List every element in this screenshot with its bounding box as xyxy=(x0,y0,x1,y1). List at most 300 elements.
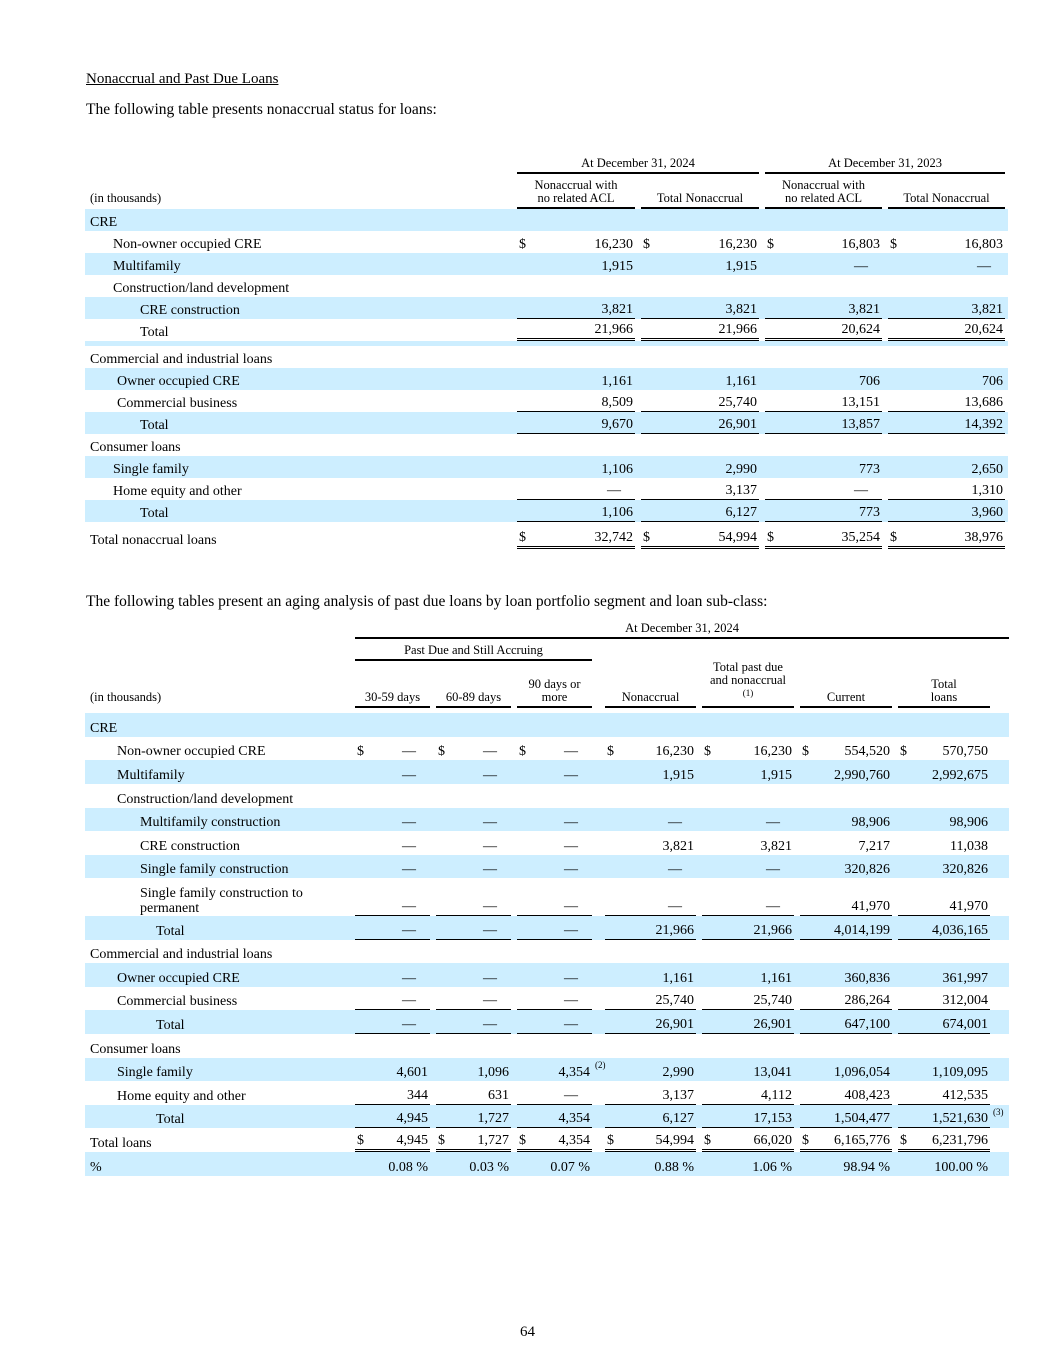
value-text: — xyxy=(402,993,416,1009)
value-text: 16,230 xyxy=(655,744,694,760)
table-row xyxy=(85,368,1008,390)
value-cell xyxy=(898,993,990,1010)
value-text: — xyxy=(854,483,869,498)
value-cell xyxy=(605,1133,696,1152)
table-row xyxy=(85,478,1008,500)
row-label: Total xyxy=(156,1112,185,1128)
currency-symbol: $ xyxy=(767,530,775,545)
row-label: Commercial business xyxy=(117,396,238,411)
value-cell xyxy=(355,899,430,916)
value-cell xyxy=(436,862,511,878)
value-cell xyxy=(517,483,635,500)
value-cell xyxy=(765,462,882,478)
value-text: 706 xyxy=(982,374,1004,389)
column-header: 60-89 days xyxy=(436,691,511,708)
value-cell xyxy=(517,1111,592,1128)
nonaccrual-status-table xyxy=(85,155,1008,549)
value-cell xyxy=(898,971,990,987)
value-text: 21,966 xyxy=(594,322,633,337)
table-row xyxy=(85,456,1008,478)
currency-symbol: $ xyxy=(357,1133,364,1148)
value-cell xyxy=(517,302,635,319)
value-cell xyxy=(355,839,430,855)
value-cell xyxy=(605,993,696,1010)
value-text: 16,230 xyxy=(718,237,758,252)
value-text: — xyxy=(564,862,578,878)
value-text: 6,127 xyxy=(662,1111,694,1127)
value-cell xyxy=(605,1160,696,1176)
table-row xyxy=(85,527,1008,549)
value-cell xyxy=(517,923,592,940)
value-cell xyxy=(898,899,990,916)
row-label: Commercial and industrial loans xyxy=(90,352,273,367)
value-cell xyxy=(800,1160,892,1176)
value-text: — xyxy=(564,767,578,783)
value-text: 3,821 xyxy=(848,302,881,317)
value-cell xyxy=(702,899,794,916)
currency-symbol: $ xyxy=(643,237,650,252)
row-label: Total loans xyxy=(90,1136,152,1151)
value-text: 20,624 xyxy=(964,322,1004,337)
value-text: 26,901 xyxy=(655,1017,694,1033)
value-text: 41,970 xyxy=(949,899,988,915)
currency-symbol: $ xyxy=(357,744,364,760)
value-text: 13,041 xyxy=(753,1065,792,1081)
value-text: 2,650 xyxy=(971,462,1004,477)
value-cell xyxy=(436,1133,511,1152)
value-text: 35,254 xyxy=(841,530,881,545)
value-text: — xyxy=(483,970,497,986)
value-text: 66,020 xyxy=(753,1133,792,1148)
value-cell xyxy=(517,322,635,341)
table-row xyxy=(85,808,1009,832)
value-text: 16,803 xyxy=(841,237,881,252)
value-text: — xyxy=(402,744,416,760)
value-cell xyxy=(702,971,794,987)
value-cell xyxy=(800,1017,892,1034)
value-text: — xyxy=(564,899,578,915)
value-cell xyxy=(605,1111,696,1128)
value-cell xyxy=(702,862,794,878)
currency-symbol: $ xyxy=(900,1133,907,1148)
value-text: 38,976 xyxy=(964,530,1004,545)
value-cell xyxy=(702,923,794,940)
value-cell xyxy=(436,839,511,855)
value-text: 9,670 xyxy=(601,417,633,432)
value-text: 11,038 xyxy=(950,838,988,854)
row-label: CRE construction xyxy=(140,303,240,318)
value-cell xyxy=(800,923,892,940)
value-cell xyxy=(898,923,990,940)
value-text: — xyxy=(607,483,621,498)
value-cell xyxy=(436,744,511,760)
row-label: Single family construction to permanent xyxy=(140,886,303,917)
value-text: 773 xyxy=(859,462,881,477)
value-text: 1,915 xyxy=(601,259,633,274)
value-text: 8,509 xyxy=(601,395,633,410)
value-cell xyxy=(898,815,990,831)
row-label: Multifamily xyxy=(113,259,181,274)
table-row xyxy=(85,1105,1009,1129)
value-cell xyxy=(517,815,592,831)
value-cell xyxy=(605,1088,696,1105)
value-cell xyxy=(765,237,882,253)
value-text: — xyxy=(402,862,416,878)
section-heading: Nonaccrual and Past Due Loans xyxy=(86,71,279,87)
value-text: — xyxy=(668,815,682,831)
value-cell xyxy=(355,1088,430,1105)
value-text: 16,803 xyxy=(964,237,1004,252)
value-text: 4,354 xyxy=(558,1111,590,1127)
value-text: 2,990 xyxy=(662,1065,694,1081)
value-text: 570,750 xyxy=(942,744,988,760)
value-text: 54,994 xyxy=(655,1133,694,1148)
value-cell xyxy=(641,374,759,390)
value-cell xyxy=(641,505,759,522)
value-cell xyxy=(800,1088,892,1105)
value-text: 4,945 xyxy=(396,1111,428,1127)
value-text: 0.03 % xyxy=(469,1159,509,1175)
table-row xyxy=(85,831,1009,855)
value-cell xyxy=(702,768,794,784)
past-due-aging-table xyxy=(85,620,1009,1176)
value-text: 25,740 xyxy=(718,395,758,410)
table-row xyxy=(85,1010,1009,1034)
table-row xyxy=(85,319,1008,341)
value-text: — xyxy=(483,862,497,878)
value-text: 98,906 xyxy=(851,815,890,831)
value-text: 13,857 xyxy=(841,417,881,432)
row-label: Home equity and other xyxy=(113,484,242,499)
value-text: 3,960 xyxy=(971,505,1004,520)
page-number: 64 xyxy=(520,1324,535,1340)
value-cell xyxy=(436,993,511,1010)
value-cell xyxy=(436,1088,511,1105)
table-row xyxy=(85,1058,1009,1082)
value-text: 1,096,054 xyxy=(834,1065,890,1081)
value-cell xyxy=(898,768,990,784)
units-label: (in thousands) xyxy=(90,191,162,205)
value-cell xyxy=(888,237,1005,253)
value-text: — xyxy=(483,922,497,938)
value-cell xyxy=(888,395,1005,412)
table-row xyxy=(85,434,1008,456)
table-row xyxy=(85,275,1008,297)
column-header: Nonaccrual with no related ACL xyxy=(517,179,635,209)
intro-text-2: The following tables present an aging analysis of past due loans by loan portfolio segment and loan sub-class: xyxy=(86,593,768,610)
value-text: 554,520 xyxy=(844,744,890,760)
currency-symbol: $ xyxy=(643,530,650,545)
value-text: 706 xyxy=(859,374,881,389)
value-text: 344 xyxy=(407,1087,428,1103)
value-text: — xyxy=(402,1017,416,1033)
table-row xyxy=(85,390,1008,412)
footnote-marker: (1) xyxy=(742,688,754,698)
value-cell xyxy=(605,1017,696,1034)
value-text: 17,153 xyxy=(753,1111,792,1127)
table-row xyxy=(85,963,1009,987)
footnote-marker: (2) xyxy=(595,1059,606,1070)
currency-symbol: $ xyxy=(704,744,711,760)
currency-symbol: $ xyxy=(607,744,614,760)
intro-text-1: The following table presents nonaccrual status for loans: xyxy=(86,101,437,118)
value-cell xyxy=(702,1133,794,1152)
value-cell xyxy=(888,374,1005,390)
value-text: 26,901 xyxy=(718,417,758,432)
row-label: Non-owner occupied CRE xyxy=(113,237,262,252)
table-row xyxy=(85,916,1009,940)
row-label: Total xyxy=(140,325,169,340)
value-cell xyxy=(517,505,635,522)
value-text: — xyxy=(402,922,416,938)
group-header-2024: At December 31, 2024 xyxy=(355,622,1009,639)
value-text: 1,109,095 xyxy=(932,1065,988,1081)
value-cell xyxy=(517,993,592,1010)
value-cell xyxy=(641,395,759,412)
row-label: Total xyxy=(140,418,169,433)
value-cell xyxy=(355,1160,430,1176)
value-text: — xyxy=(564,838,578,854)
value-cell xyxy=(898,744,990,760)
row-label: Owner occupied CRE xyxy=(117,970,240,986)
value-cell xyxy=(641,462,759,478)
value-cell xyxy=(800,1111,892,1128)
value-text: 4,354 xyxy=(558,1065,590,1081)
value-text: 1,161 xyxy=(760,970,792,986)
row-label: CRE xyxy=(90,720,118,736)
value-cell xyxy=(898,1133,990,1152)
table-row xyxy=(85,1081,1009,1105)
value-text: 4,036,165 xyxy=(932,922,988,938)
value-text: 98.94 % xyxy=(843,1159,890,1175)
value-cell xyxy=(517,1160,592,1176)
value-cell xyxy=(436,1111,511,1128)
value-cell xyxy=(800,899,892,916)
value-text: 286,264 xyxy=(844,993,890,1009)
value-cell xyxy=(436,815,511,831)
value-text: 3,821 xyxy=(662,838,694,854)
value-cell xyxy=(436,1160,511,1176)
value-text: 773 xyxy=(859,505,881,520)
value-text: 0.07 % xyxy=(550,1159,590,1175)
value-text: — xyxy=(483,767,497,783)
value-cell xyxy=(517,1133,592,1152)
value-text: 674,001 xyxy=(942,1017,988,1033)
value-text: 647,100 xyxy=(844,1017,890,1033)
value-text: 1,106 xyxy=(601,462,633,477)
value-cell xyxy=(436,899,511,916)
value-text: — xyxy=(402,970,416,986)
column-header: Current xyxy=(800,691,892,708)
value-text: 3,821 xyxy=(760,838,792,854)
value-text: 1.06 % xyxy=(752,1159,792,1175)
value-text: — xyxy=(564,1087,578,1103)
value-text: 0.08 % xyxy=(388,1159,428,1175)
row-label: Single family xyxy=(117,1065,193,1081)
value-cell xyxy=(355,768,430,784)
value-text: — xyxy=(564,922,578,938)
value-cell xyxy=(888,259,1005,275)
row-label: Multifamily construction xyxy=(140,815,281,831)
value-text: — xyxy=(402,899,416,915)
value-text: — xyxy=(668,862,682,878)
value-cell xyxy=(888,417,1005,434)
group-header-2024: At December 31, 2024 xyxy=(517,157,759,174)
value-text: 7,217 xyxy=(858,838,890,854)
row-label: Owner occupied CRE xyxy=(117,374,240,389)
column-header: Total Nonaccrual xyxy=(641,192,759,209)
value-text: 6,127 xyxy=(725,505,758,520)
row-label: Non-owner occupied CRE xyxy=(117,744,266,760)
value-text: 1,915 xyxy=(760,767,792,783)
value-cell xyxy=(765,395,882,412)
value-text: 41,970 xyxy=(851,899,890,915)
value-text: 1,161 xyxy=(601,374,633,389)
value-cell xyxy=(605,744,696,760)
value-cell xyxy=(641,237,759,253)
value-text: 16,230 xyxy=(594,237,633,252)
currency-symbol: $ xyxy=(802,1133,809,1148)
value-cell xyxy=(641,417,759,434)
row-label: Total nonaccrual loans xyxy=(90,533,217,548)
value-text: 361,997 xyxy=(942,970,988,986)
value-cell xyxy=(888,530,1005,549)
value-cell xyxy=(898,1088,990,1105)
value-text: 54,994 xyxy=(718,530,758,545)
column-header: Nonaccrual with no related ACL xyxy=(765,179,882,209)
value-text: — xyxy=(564,993,578,1009)
value-text: — xyxy=(564,815,578,831)
row-label: Total xyxy=(156,1018,185,1034)
value-cell xyxy=(355,1065,430,1081)
table-row xyxy=(85,760,1009,784)
value-text: 25,740 xyxy=(655,993,694,1009)
value-cell xyxy=(898,1160,990,1176)
value-cell xyxy=(517,744,592,760)
value-cell xyxy=(517,971,592,987)
value-cell xyxy=(800,971,892,987)
value-text: 2,992,675 xyxy=(932,767,988,783)
column-header: Nonaccrual xyxy=(605,691,696,708)
value-text: 21,966 xyxy=(718,322,758,337)
row-label: Consumer loans xyxy=(90,440,181,455)
value-text: 21,966 xyxy=(753,922,792,938)
value-cell xyxy=(517,417,635,434)
value-cell xyxy=(436,1065,511,1081)
value-cell xyxy=(641,483,759,500)
value-text: 1,727 xyxy=(477,1133,509,1148)
currency-symbol: $ xyxy=(704,1133,711,1148)
value-cell xyxy=(641,530,759,549)
table-row xyxy=(85,412,1008,434)
value-cell xyxy=(517,462,635,478)
value-cell xyxy=(898,839,990,855)
currency-symbol: $ xyxy=(438,744,445,760)
row-label: Commercial and industrial loans xyxy=(90,947,273,963)
table-row xyxy=(85,253,1008,275)
table-row xyxy=(85,1128,1009,1152)
value-text: 360,836 xyxy=(844,970,890,986)
value-cell xyxy=(641,259,759,275)
value-cell xyxy=(355,862,430,878)
value-text: — xyxy=(402,767,416,783)
value-text: 6,165,776 xyxy=(834,1133,890,1148)
value-cell xyxy=(517,1017,592,1034)
value-cell xyxy=(800,993,892,1010)
value-cell xyxy=(702,815,794,831)
value-text: 1,161 xyxy=(725,374,758,389)
value-cell xyxy=(800,862,892,878)
column-header: Total Nonaccrual xyxy=(888,192,1005,209)
value-text: 631 xyxy=(488,1087,509,1103)
table-row xyxy=(85,784,1009,808)
value-text: — xyxy=(402,815,416,831)
value-text: — xyxy=(483,838,497,854)
currency-symbol: $ xyxy=(900,744,907,760)
table-row xyxy=(85,1034,1009,1058)
value-cell xyxy=(517,862,592,878)
value-text: — xyxy=(483,744,497,760)
row-label: Consumer loans xyxy=(90,1041,181,1057)
value-cell xyxy=(605,862,696,878)
value-cell xyxy=(888,462,1005,478)
value-text: 20,624 xyxy=(841,322,881,337)
value-cell xyxy=(605,971,696,987)
table-row xyxy=(85,231,1008,253)
value-cell xyxy=(888,483,1005,500)
value-cell xyxy=(355,923,430,940)
value-cell xyxy=(605,839,696,855)
column-header: 30-59 days xyxy=(355,691,430,708)
value-cell xyxy=(436,768,511,784)
value-text: — xyxy=(483,1017,497,1033)
value-cell xyxy=(765,417,882,434)
value-text: 1,521,630 xyxy=(932,1111,988,1127)
value-cell xyxy=(702,1160,794,1176)
value-text: 320,826 xyxy=(844,862,890,878)
value-cell xyxy=(436,923,511,940)
units-label: (in thousands) xyxy=(90,690,162,705)
value-cell xyxy=(888,505,1005,522)
currency-symbol: $ xyxy=(519,237,526,252)
column-header: Total loans xyxy=(898,678,990,708)
value-cell xyxy=(355,744,430,760)
value-text: 3,821 xyxy=(971,302,1004,317)
currency-symbol: $ xyxy=(519,530,526,545)
value-cell xyxy=(517,395,635,412)
table-row xyxy=(85,737,1009,761)
value-text: 1,096 xyxy=(477,1065,509,1081)
table-row xyxy=(85,297,1008,319)
value-cell xyxy=(702,1088,794,1105)
value-text: 1,915 xyxy=(725,259,758,274)
value-cell xyxy=(355,1133,430,1152)
row-label: Construction/land development xyxy=(113,281,290,296)
value-text: — xyxy=(766,815,780,831)
value-cell xyxy=(765,322,882,341)
row-label: Construction/land development xyxy=(117,791,294,807)
value-cell xyxy=(355,1017,430,1034)
value-text: 2,990 xyxy=(725,462,758,477)
value-text: 13,151 xyxy=(841,395,881,410)
table-row xyxy=(85,713,1009,737)
value-cell xyxy=(436,971,511,987)
value-cell xyxy=(898,1111,990,1128)
value-text: 25,740 xyxy=(753,993,792,1009)
value-text: 412,535 xyxy=(942,1087,988,1103)
value-cell xyxy=(702,1017,794,1034)
value-cell xyxy=(517,839,592,855)
